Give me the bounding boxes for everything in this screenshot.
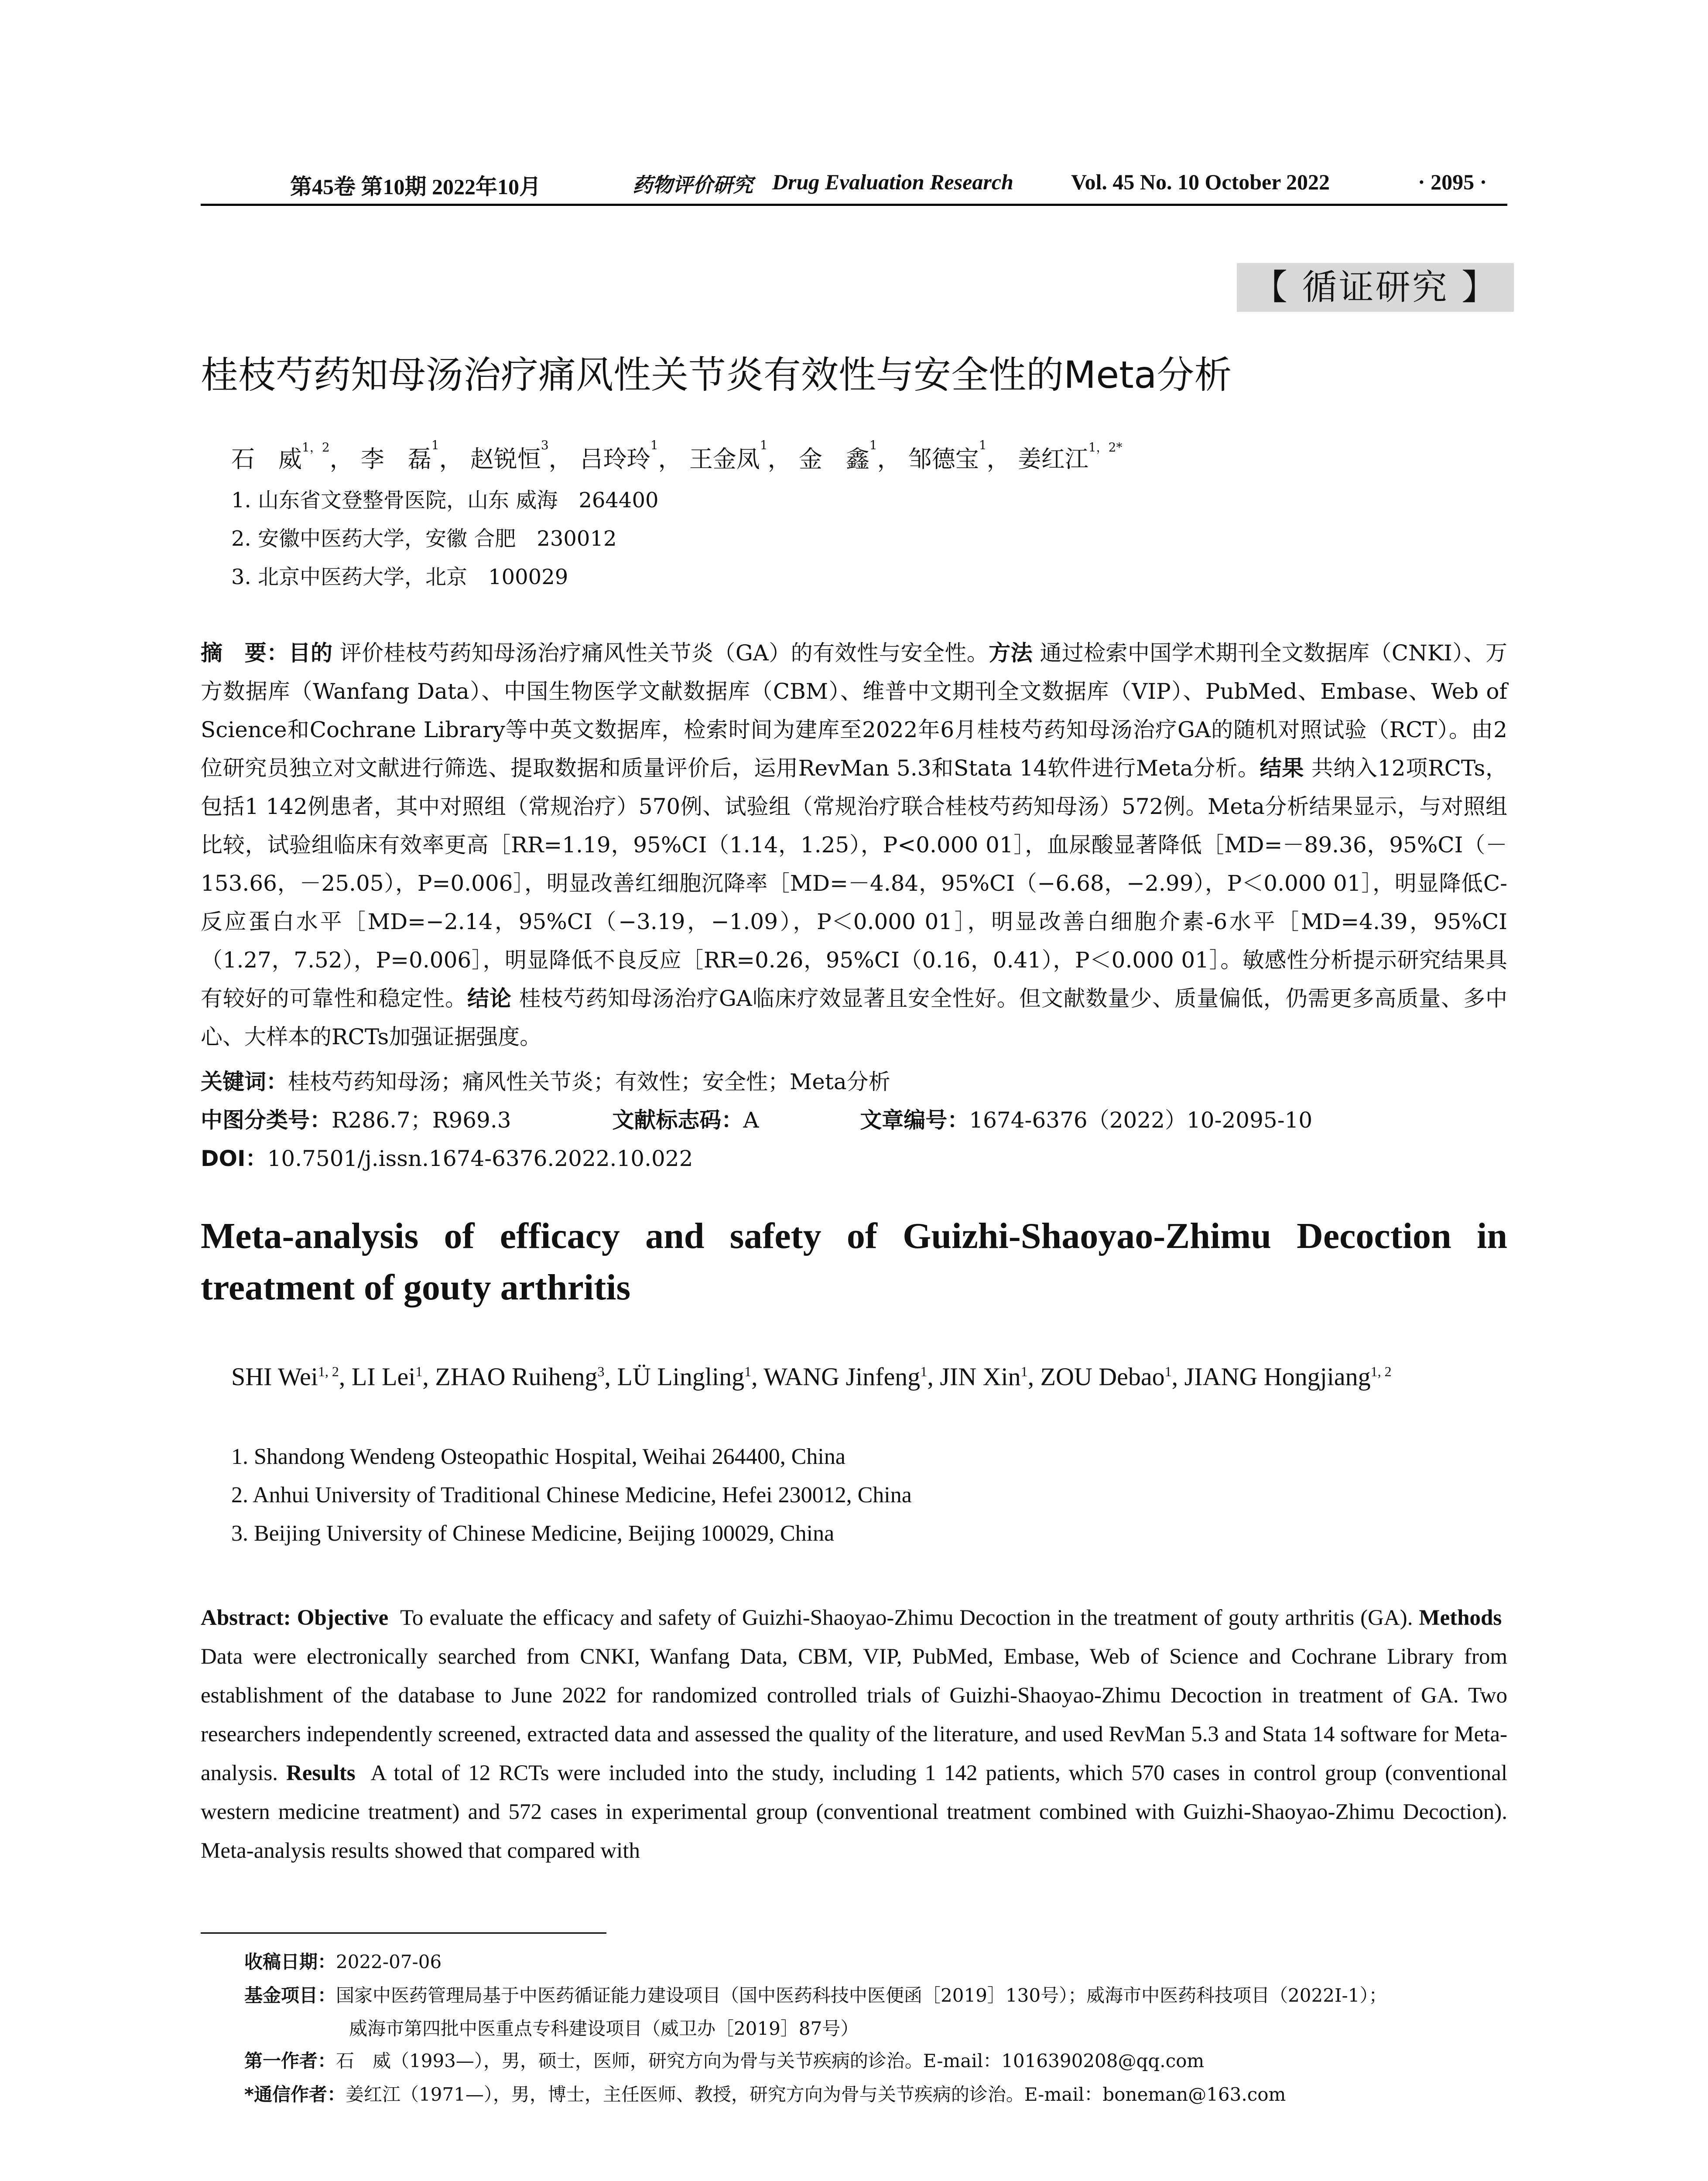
title-cn: 桂枝芍药知母汤治疗痛风性关节炎有效性与安全性的Meta分析 <box>201 353 1232 397</box>
abstract-en-label: Abstract: <box>201 1606 291 1630</box>
header-issue-cn: 第45卷 第10期 2022年10月 <box>290 174 541 199</box>
author-cn: 邹德宝 <box>908 445 979 473</box>
results-cn: 共纳入12项RCTs，包括1 142例患者，其中对照组（常规治疗）570例、试验组（常规治疗联合桂枝芍药知母汤）572例。Meta分析结果显示，与对照组比较，试验组临床有效率更高［RR=1.19，95%CI（1.14，1.25），P<0.000 01］，血尿酸显著降低［MD=－89.36，95%CI（－153.66，－25.05），P=0.006］，明显改善红细胞沉降率［MD=－4.84，95%CI（−6.68，−2.99），P＜0.000 01］，明显降低C-反应蛋白水平［MD=−2.14，95%CI（−3.19，−1.09），P＜0.000 01］，明显改善白细胞介素-6水平［MD=4.39，95%CI（1.27，7.52），P=0.006］，明显降低不良反应［RR=0.26，95%CI（0.16，0.41），P＜0.000 01］。敏感性分析提示研究结果具有较好的可靠性和稳定性。 <box>201 755 1507 1011</box>
author-cn: 王金凤 <box>689 445 760 473</box>
keywords-value: 桂枝芍药知母汤；痛风性关节炎；有效性；安全性；Meta分析 <box>288 1069 890 1094</box>
section-tag: 【 循证研究 】 <box>1237 263 1514 312</box>
author-cn: 金 鑫 <box>798 445 869 473</box>
clc-number: R286.7；R969.3 <box>332 1108 511 1133</box>
methods-label-cn: 方法 <box>989 640 1033 666</box>
methods-label-en: Methods <box>1419 1606 1502 1630</box>
header-journal-en: Drug Evaluation Research <box>772 170 1013 194</box>
author-cn: 李 磊 <box>360 445 431 473</box>
objective-cn: 评价桂枝芍药知母汤治疗痛风性关节炎（GA）的有效性与安全性。 <box>339 640 989 666</box>
keywords-label: 关键词： <box>201 1069 288 1094</box>
author-cn: 赵锐恒 <box>470 445 541 473</box>
results-label-cn: 结果 <box>1260 755 1304 781</box>
affiliation-en-1: 1. Shandong Wendeng Osteopathic Hospital, Weihai 264400, China <box>231 1444 845 1469</box>
footnote-corresponding: *通信作者：姜红江（1971—），男，博士，主任医师、教授，研究方向为骨与关节疾病的诊治。E-mail：boneman@163.com <box>244 2084 1286 2105</box>
running-header <box>201 169 1509 204</box>
methods-cn: 通过检索中国学术期刊全文数据库（CNKI）、万方数据库（Wanfang Data）、中国生物医学文献数据库（CBM）、维普中文期刊全文数据库（VIP）、PubMed、Embase、Web of Science和Cochrane Library等中英文数据库，检索时间为建库至2022年6月桂枝芍药知母汤治疗GA的随机对照试验（RCT）。由2位研究员独立对文献进行筛选、提取数据和质量评价后，运用RevMan 5.3和Stata 14软件进行Meta分析。 <box>201 640 1507 781</box>
objective-label-en: Objective <box>297 1606 389 1630</box>
author-cn: 吕玲玲 <box>579 445 650 473</box>
keywords-cn <box>201 1064 890 1096</box>
title-en: Meta-analysis of efficacy and safety of Guizhi-Shaoyao-Zhimu Decoction in treatment of gouty arthritis <box>201 1216 1507 1308</box>
classification-line: 中图分类号：R286.7；R969.3 文献标志码：A 文章编号：1674-6376（2022）10-2095-10 <box>201 1108 1313 1133</box>
conclusion-cn: 桂枝芍药知母汤治疗GA临床疗效显著且安全性好。但文献数量少、质量偏低，仍需更多高质量、多中心、大样本的RCTs加强证据强度。 <box>201 986 1508 1049</box>
footnote-fund-cont: 威海市第四批中医重点专科建设项目（威卫办［2019］87号） <box>349 2018 859 2039</box>
article-number: 1674-6376（2022）10-2095-10 <box>969 1108 1313 1133</box>
methods-en: Data were electronically searched from CNKI, Wanfang Data, CBM, VIP, PubMed, Embase, Web of Science and Cochrane Library from establishment of the database to June 2022 for randomized controlled trials of Guizhi-Shaoyao-Zhimu Decoction in treatment of GA. Two researchers independently screened, extracted data and assessed the quality of the literature, and used RevMan 5.3 and Stata 14 software for Meta-analysis. <box>201 1644 1507 1785</box>
results-en: A total of 12 RCTs were included into the study, including 1 142 patients, which 570 cases in control group (conventional western medicine treatment) and 572 cases in experimental group (conventional treatment combined with Guizhi-Shaoyao-Zhimu Decoction). Meta-analysis results showed that compared with <box>201 1761 1508 1863</box>
abstract-cn-label: 摘 要： <box>201 640 289 666</box>
abstract-en <box>201 1599 1507 1870</box>
header-rule <box>201 204 1507 206</box>
affiliation-en-3: 3. Beijing University of Chinese Medicine, Beijing 100029, China <box>231 1521 835 1546</box>
objective-label-cn: 目的 <box>288 640 333 666</box>
author-cn: 姜红江 <box>1017 445 1088 473</box>
objective-en: To evaluate the efficacy and safety of Guizhi-Shaoyao-Zhimu Decoction in the treatment of gouty arthritis (GA). <box>400 1606 1413 1630</box>
affiliation-cn-3: 3. 北京中医药大学，北京 100029 <box>231 565 568 589</box>
doi-value: 10.7501/j.issn.1674-6376.2022.10.022 <box>267 1146 693 1171</box>
authors-en: SHI Wei$^{1, 2}$, LI Lei$^1$, ZHAO Ruiheng$^3$, LÜ Lingling$^1$, WANG Jinfeng$^1$, JIN Xin$^1$, ZOU Debao$^1$, JIANG Hongjiang$^{1, 2}$ <box>231 1362 1392 1391</box>
results-label-en: Results <box>286 1761 356 1785</box>
abstract-cn <box>201 634 1507 1056</box>
affiliation-cn-1: 1. 山东省文登整骨医院，山东 威海 264400 <box>231 488 659 513</box>
footnote-received: 收稿日期：2022-07-06 <box>244 1951 442 1972</box>
affiliation-cn-2: 2. 安徽中医药大学，安徽 合肥 230012 <box>231 526 617 551</box>
header-issue-en: Vol. 45 No. 10 October 2022 <box>1071 170 1330 194</box>
author-cn: 石 威 <box>231 445 302 473</box>
footnote-fund: 基金项目：国家中医药管理局基于中医药循证能力建设项目（国中医药科技中医便函［2019］130号）；威海市中医药科技项目（2022I-1）； <box>244 1985 1387 2006</box>
journal-logo-cn: 药物评价研究 <box>633 173 753 197</box>
authors-cn: 石 威$^{1,2}$， 李 磊$^1$， 赵锐恒$^3$， 吕玲玲$^1$， 王金凤$^1$， 金 鑫$^1$， 邹德宝$^1$， 姜红江$^{1,2*}$ <box>231 438 1123 473</box>
doi-line: DOI：10.7501/j.issn.1674-6376.2022.10.022 <box>201 1146 693 1171</box>
footnote-rule <box>201 1932 606 1934</box>
conclusion-label-cn: 结论 <box>467 986 512 1011</box>
affiliation-en-2: 2. Anhui University of Traditional Chinese Medicine, Hefei 230012, China <box>231 1483 912 1508</box>
header-page-number: · 2095 · <box>1418 170 1487 194</box>
footnote-first-author: 第一作者：石 威（1993—），男，硕士，医师，研究方向为骨与关节疾病的诊治。E-mail：1016390208@qq.com <box>244 2050 1205 2072</box>
document-code: A <box>743 1108 759 1133</box>
